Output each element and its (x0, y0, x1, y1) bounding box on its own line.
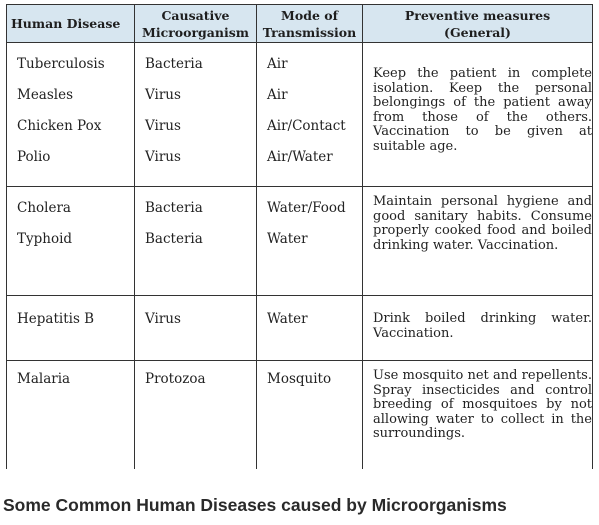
preventive-measure-text: Maintain personal hygiene and good sanitary habits. Consume properly cooked food and boiled drinking water. Vaccination. (373, 194, 592, 253)
disease-table (6, 4, 593, 469)
disease-cell (7, 296, 135, 361)
transmission-cell (257, 296, 363, 361)
disease-cell (7, 187, 135, 296)
preventive-measure-text: Use mosquito net and repellents. Spray insecticides and control breeding of mosquitoes by not allowing water to collect in the surroundings. (373, 368, 592, 441)
organism-cell (135, 296, 257, 361)
organism-name: Virus (145, 149, 181, 165)
organism-name: Bacteria (145, 56, 203, 72)
table-row (7, 361, 593, 469)
header-human-disease-label: Human Disease (11, 16, 121, 31)
header-line: Preventive measures (404, 7, 551, 23)
organism-cell (135, 361, 257, 469)
transmission-mode: Air/Contact (267, 118, 346, 134)
organism-name: Virus (145, 87, 181, 103)
organism-cell (135, 187, 257, 296)
disease-cell (7, 43, 135, 187)
table-row (7, 187, 593, 296)
transmission-cell (257, 187, 363, 296)
measure-cell (363, 187, 593, 296)
header-line: (General) (444, 24, 511, 40)
table-header-row (7, 5, 593, 43)
disease-name: Chicken Pox (17, 118, 102, 134)
table-row (7, 43, 593, 187)
header-preventive-measures (363, 5, 593, 43)
header-mode-of-transmission (257, 5, 363, 43)
disease-name: Hepatitis B (17, 311, 95, 327)
disease-name: Typhoid (17, 231, 73, 247)
preventive-measure-text: Keep the patient in complete isolation. Keep the personal belongings of the patient away from those of the others. Vaccination to be given at suitable age. (373, 66, 592, 154)
organism-name: Virus (145, 311, 181, 327)
transmission-mode: Air/Water (267, 149, 333, 165)
measure-cell (363, 296, 593, 361)
measure-cell (363, 361, 593, 469)
header-human-disease (7, 5, 135, 43)
transmission-cell (257, 361, 363, 469)
disease-cell (7, 361, 135, 469)
organism-name: Virus (145, 118, 181, 134)
header-causative-microorganism (135, 5, 257, 43)
preventive-measure-text: Drink boiled drinking water. Vaccination. (373, 311, 592, 341)
measure-cell (363, 43, 593, 187)
disease-name: Cholera (17, 200, 71, 216)
disease-name: Tuberculosis (17, 56, 105, 72)
organism-name: Protozoa (145, 371, 206, 387)
transmission-mode: Air (267, 56, 288, 72)
header-line: Microorganism (142, 24, 249, 40)
transmission-mode: Water/Food (267, 200, 346, 216)
header-line: Transmission (262, 24, 357, 40)
transmission-mode: Water (267, 311, 308, 327)
organism-name: Bacteria (145, 231, 203, 247)
disease-name: Measles (17, 87, 74, 103)
header-line: Mode of (281, 7, 338, 23)
transmission-mode: Mosquito (267, 371, 332, 387)
transmission-mode: Air (267, 87, 288, 103)
disease-name: Malaria (17, 371, 71, 387)
organism-cell (135, 43, 257, 187)
transmission-cell (257, 43, 363, 187)
header-line: Causative (161, 7, 230, 23)
table-caption: Some Common Human Diseases caused by Microorganisms (3, 495, 507, 515)
disease-name: Polio (17, 149, 51, 165)
transmission-mode: Water (267, 231, 308, 247)
table-row (7, 296, 593, 361)
organism-name: Bacteria (145, 200, 203, 216)
